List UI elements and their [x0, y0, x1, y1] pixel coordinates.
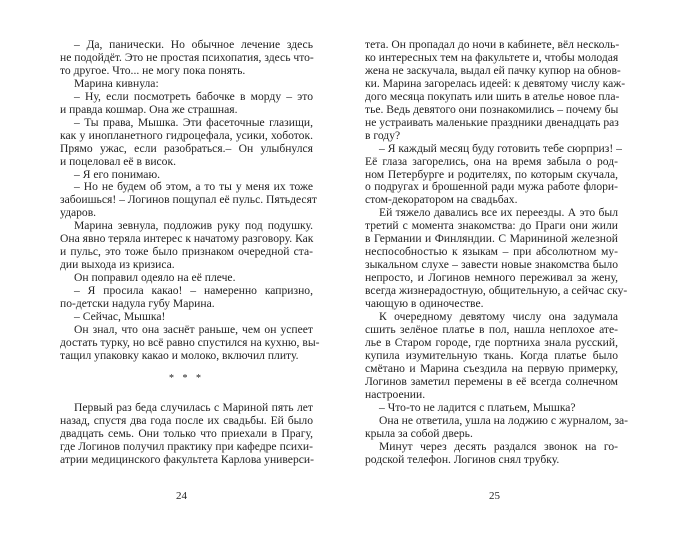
- paragraph: [365, 206, 628, 311]
- text-line: жена не заскучала, выдал ей пачку купюр на обнов-: [365, 63, 621, 77]
- text-line: третий с момента знакомства: до Праги они жили: [365, 219, 618, 233]
- text-line: крыла за собой дверь.: [365, 426, 473, 440]
- text-line: – Я каждый месяц буду готовить тебе сюрприз! –: [379, 141, 622, 155]
- text-line: Логинов заметил перемены в её всегда солнечном: [365, 374, 618, 388]
- paragraph: [60, 91, 313, 117]
- text-line: дого месяца покупать или шить в ателье новое пла-: [365, 89, 620, 103]
- text-line: Марина зевнула, подложив руку под подушку.: [74, 219, 313, 233]
- text-line: родской телефон. Логинов снял трубку.: [365, 452, 560, 466]
- text-line: тащил упаковку какао и молоко, включил плиту.: [60, 348, 299, 362]
- text-line: Её глаза загорелись, она на время забыла о род-: [365, 154, 618, 168]
- paragraph: [60, 285, 313, 311]
- text-line: всегда жизнерадостную, общительную, а сейчас ску-: [365, 284, 628, 298]
- text-line: Ей тяжело давались все их переезды. А это был: [379, 206, 618, 220]
- text-line: – Но не будем об этом, а то ты у меня их тоже: [74, 180, 313, 194]
- text-line: ударов.: [60, 206, 97, 220]
- text-line: двадцать семь. Они только что приехали в Прагу,: [60, 426, 313, 440]
- text-line: по-детски надула губу Марина.: [60, 297, 215, 311]
- paragraph: [365, 311, 618, 402]
- page-number-left: 24: [176, 490, 187, 502]
- text-line: – Да, панически. Но обычное лечение здесь: [74, 38, 313, 51]
- text-line: в году?: [365, 128, 401, 142]
- text-line: – Ну, если посмотреть бабочке в морду – это: [74, 89, 313, 103]
- text-line: Первый раз беда случилась с Мариной пять лет: [74, 400, 313, 414]
- text-line: стом-декоратором на свадьбах.: [365, 193, 518, 207]
- text-line: зыкальном слухе – завести новые знакомства было: [365, 258, 618, 272]
- text-line: неспособностью к языкам – при абсолютном му-: [365, 245, 618, 259]
- paragraph: [365, 441, 618, 467]
- text-line: – Ты права, Мышка. Эти фасеточные глазищи,: [74, 115, 313, 129]
- text-line: не подойдёт. Это не простая психопатия, здесь что-: [60, 50, 314, 64]
- paragraph: [60, 402, 313, 467]
- text-line: о подругах и брошенной ради мужа работе флори-: [365, 180, 618, 194]
- text-line: ко интересных тем на факультете и, чтобы молодая: [365, 50, 619, 64]
- text-line: достать турку, но всё равно спустился на кухню, вы-: [60, 335, 320, 349]
- text-line: лье в Старом городе, где портниха знала русский,: [365, 335, 618, 349]
- text-line: Он знал, что она заснёт раньше, чем он успеет: [74, 322, 313, 336]
- text-line: ки. Марина загорелась идеей: к девятому числу каж-: [365, 76, 626, 90]
- text-line: купила изумительную ткань. Когда платье было: [365, 348, 618, 362]
- text-line: К очередному девятому числу она задумала: [379, 310, 618, 324]
- paragraph: [365, 413, 629, 441]
- text-line: в Германии и Финляндии. С Марининой железной: [365, 232, 618, 246]
- text-line: Марина кивнула:: [74, 76, 159, 90]
- text-line: назад, спустя два года после их свадьбы. Ей было: [60, 413, 313, 427]
- text-line: сшить зелёное платье в пол, нашла неплохое ате-: [365, 322, 618, 336]
- text-line: – Я просила какао! – намеренно капризно,: [74, 284, 313, 298]
- text-line: смётано и Марина съездила на первую примерку,: [365, 361, 618, 375]
- text-line: ном Петербурге и родителях, по которым скучала,: [365, 167, 618, 181]
- text-line: забоишься! – Логинов пощупал её пульс. Пятьдесят: [60, 193, 317, 207]
- text-line: где Логинов получил практику при кафедре психи-: [60, 439, 313, 453]
- paragraph: [60, 220, 313, 272]
- paragraph: [365, 141, 622, 208]
- page-number-right: 25: [489, 490, 500, 502]
- text-line: тета. Он пропадал до ночи в кабинете, вёл несколь-: [365, 38, 620, 51]
- paragraph: [365, 38, 626, 143]
- text-line: атрии медицинского факультета Карлова универси-: [60, 452, 314, 466]
- paragraph: [60, 180, 317, 220]
- right-page-text: [365, 38, 629, 466]
- text-line: Прямо ужас, если разобраться.– Он улыбнулся: [60, 141, 313, 155]
- text-line: – Я его понимаю.: [74, 167, 161, 181]
- paragraph: [365, 402, 618, 415]
- text-line: как у инопланетного гидроцефала, усики, хоботок.: [60, 128, 313, 142]
- left-page-text: [60, 38, 320, 467]
- text-line: и пульс, это тоже было признаком очередной ста-: [60, 245, 313, 259]
- paragraph: [60, 322, 320, 363]
- text-line: Она явно теряла интерес к начатому разговору. Как: [60, 232, 314, 246]
- text-line: и поцеловал её в висок.: [60, 154, 177, 168]
- paragraph: [60, 117, 313, 169]
- text-line: Она не ответила, ушла на лоджию с журналом, за-: [379, 413, 629, 427]
- text-line: – Сейчас, Мышка!: [74, 310, 166, 324]
- paragraph: [60, 39, 313, 78]
- text-line: чающую в одиночестве.: [365, 297, 484, 311]
- text-line: то другое. Что... не могу пока понять.: [60, 63, 246, 77]
- section-separator: * * *: [169, 372, 204, 384]
- text-line: тье. Ведь девятого они познакомились – почему бы: [365, 102, 619, 116]
- text-line: дии выхода из кризиса.: [60, 258, 175, 272]
- text-line: настроении.: [365, 387, 426, 401]
- paragraph: [60, 78, 313, 91]
- text-line: Он поправил одеяло на её плече.: [74, 271, 236, 285]
- text-line: Минут через десять раздался звонок на го-: [379, 439, 618, 453]
- text-line: не устраивать маленькие праздники двенадцать раз: [365, 115, 619, 129]
- text-line: – Что-то не ладится с платьем, Мышка?: [379, 400, 576, 414]
- text-line: непросто, и Логинов немного переживал за жену,: [365, 271, 618, 285]
- text-line: и правда кошмар. Она же страшная.: [60, 102, 238, 116]
